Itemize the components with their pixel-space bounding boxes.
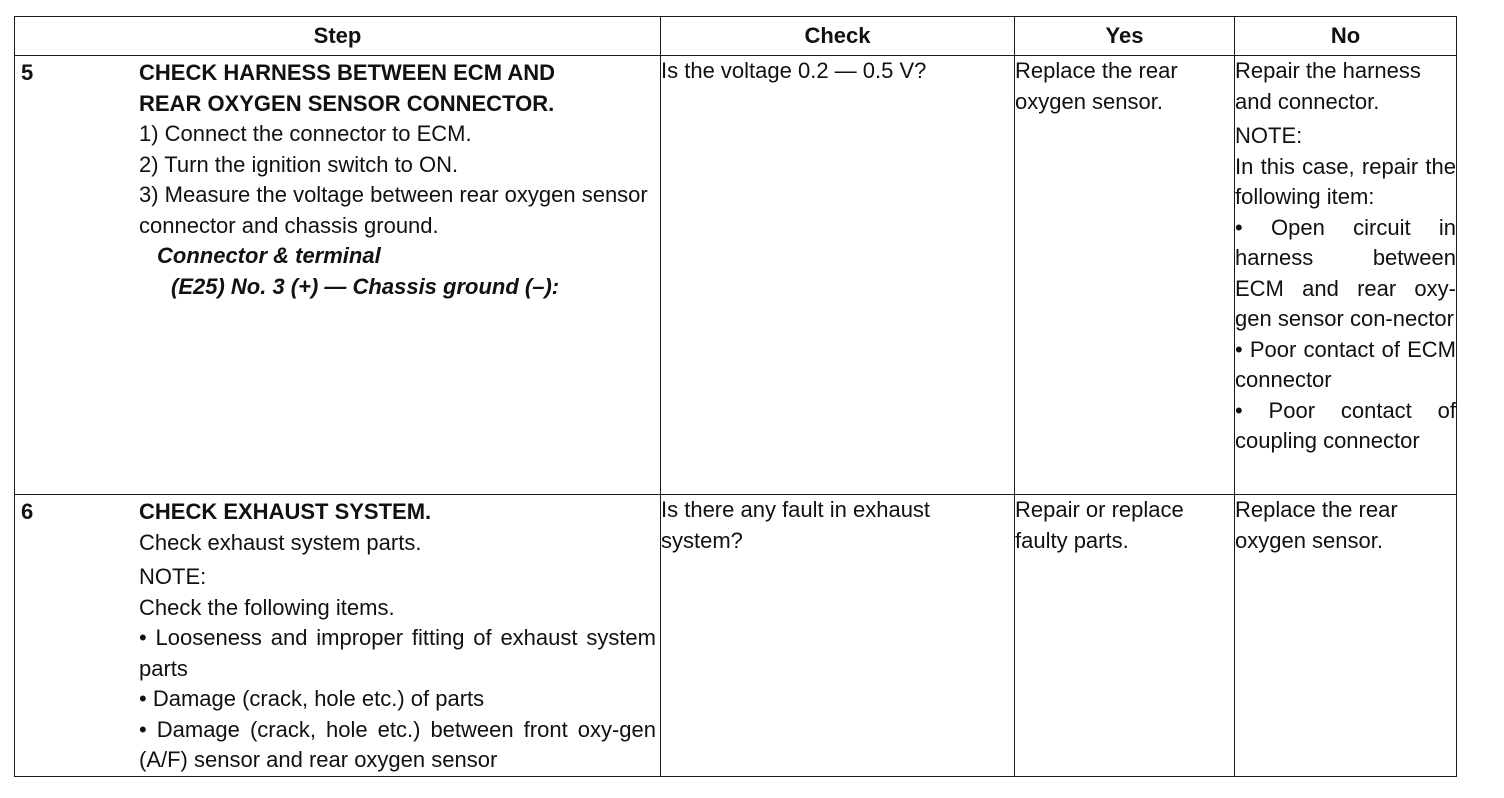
step-instruction: Check exhaust system parts. [139, 529, 422, 555]
step-title: REAR OXYGEN SENSOR CONNECTOR. [139, 90, 555, 116]
table-row [15, 495, 1457, 777]
yes-cell: Replace the rear oxygen sensor. [1015, 56, 1235, 495]
list-item: • Damage (crack, hole etc.) between front oxy-gen (A/F) sensor and rear oxygen sensor [139, 716, 656, 772]
list-item: • Poor contact of coupling connector [1235, 397, 1456, 453]
step-cell [15, 56, 661, 495]
spec-label: Connector & terminal [157, 243, 381, 268]
table-row [15, 56, 1457, 495]
step-cell [15, 495, 661, 777]
step-number: 5 [21, 60, 34, 85]
list-item: • Looseness and improper fitting of exhaust system parts [139, 625, 656, 681]
diagnostic-table [14, 16, 1457, 777]
list-item: • Damage (crack, hole etc.) of parts [139, 686, 485, 711]
step-title: CHECK EXHAUST SYSTEM. [139, 499, 432, 524]
check-cell: Is the voltage 0.2 — 0.5 V? [661, 56, 1015, 495]
header-yes: Yes [1015, 17, 1235, 56]
step-instruction: 2) Turn the ignition switch to ON. [139, 151, 459, 177]
note-text: In this case, repair the following item: [1235, 153, 1456, 209]
no-action: Repair the harness and connector. [1235, 58, 1421, 114]
header-row [15, 17, 1457, 56]
check-cell: Is there any fault in exhaust system? [661, 495, 1015, 777]
note-label: NOTE: [139, 564, 207, 589]
no-cell: Replace the rear oxygen sensor. [1235, 495, 1457, 777]
header-step: Step [15, 17, 661, 56]
step-instruction: 1) Connect the connector to ECM. [139, 121, 472, 146]
no-cell [1235, 56, 1457, 495]
note-text: Check the following items. [139, 594, 395, 620]
step-title: CHECK HARNESS BETWEEN ECM AND [139, 60, 555, 85]
step-number: 6 [21, 499, 34, 524]
list-item: • Open circuit in harness between ECM and rear oxy-gen sensor con-nector [1235, 214, 1456, 331]
list-item: • Poor contact of ECM connector [1235, 336, 1456, 392]
header-no: No [1235, 17, 1457, 56]
step-instruction: 3) Measure the voltage between rear oxygen sensor connector and chassis ground. [139, 182, 648, 238]
spec-value: (E25) No. 3 (+) — Chassis ground (–): [171, 273, 560, 299]
note-label: NOTE: [1235, 123, 1303, 148]
header-check: Check [661, 17, 1015, 56]
yes-cell: Repair or replace faulty parts. [1015, 495, 1235, 777]
